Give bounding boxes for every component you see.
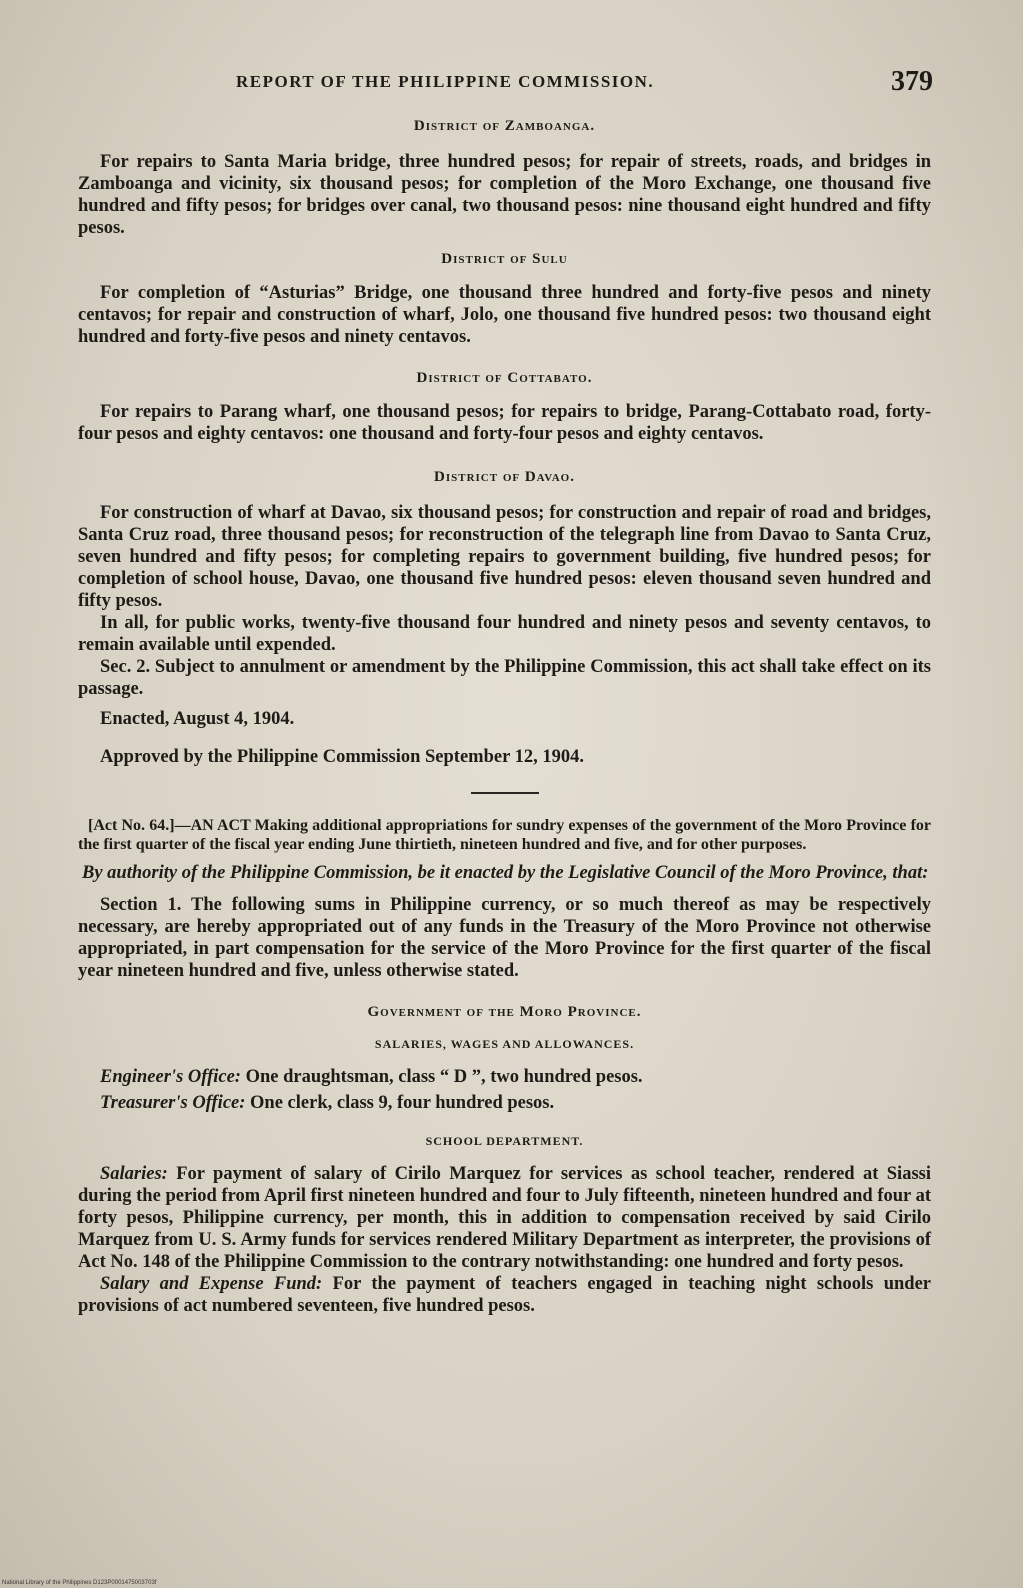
- running-head: REPORT OF THE PHILIPPINE COMMISSION.: [236, 72, 655, 91]
- page-header: [78, 66, 933, 112]
- expense-fund-label: Salary and Expense Fund:: [100, 1274, 323, 1294]
- treasurer-office-text: One clerk, class 9, four hundred pesos.: [245, 1093, 555, 1113]
- paragraph-davao: For construction of wharf at Davao, six thousand pesos; for construction and repair of road and bridges, Santa Cruz road, three thousand pesos; for reconstruction of the telegraph line from Davao to Santa Cruz, seven hundred and fifty pesos; for completing repairs to government building, five hundred pesos; for completion of school house, Davao, one thousand five hundred pesos: eleven thousand seven hundred and fifty pesos.: [78, 503, 931, 611]
- page-number: 379: [891, 66, 933, 97]
- heading-cottabato: District of Cottabato.: [416, 370, 593, 386]
- section-divider: [471, 792, 539, 794]
- expense-fund-item: [78, 1273, 931, 1317]
- paragraph-cottabato: For repairs to Parang wharf, one thousand pesos; for repairs to bridge, Parang-Cottabato road, forty-four pesos and eighty centavos: one thousand and forty-four pesos and eighty centavos.: [78, 402, 931, 444]
- treasurer-office-label: Treasurer's Office:: [100, 1093, 246, 1113]
- paragraph-sulu: For completion of “Asturias” Bridge, one thousand three hundred and forty-five pesos and ninety centavos; for repair and construction of wharf, Jolo, one thousand five hundred pesos: two thousand eight hundred and forty-five pesos and ninety centavos.: [78, 283, 931, 347]
- heading-davao: District of Davao.: [434, 469, 575, 485]
- engineer-office-text: One draughtsman, class “ D ”, two hundred pesos.: [240, 1067, 643, 1087]
- enacted-date: Enacted, August 4, 1904.: [100, 709, 295, 729]
- school-salaries-label: Salaries:: [100, 1164, 168, 1184]
- heading-school-department: SCHOOL DEPARTMENT.: [425, 1134, 584, 1148]
- section-1: Section 1. The following sums in Philippine currency, or so much thereof as may be respectively necessary, are hereby appropriated out of any funds in the Treasury of the Moro Province not otherwise appropriated, in part compensation for the service of the Moro Province for the first quarter of the fiscal year nineteen hundred and five, unless otherwise stated.: [78, 895, 931, 981]
- enacting-clause: By authority of the Philippine Commission, be it enacted by the Legislative Council of the Moro Province, that:: [82, 863, 929, 883]
- treasurer-office-item: [78, 1092, 931, 1114]
- school-salaries-item: [78, 1163, 931, 1273]
- heading-government: Government of the Moro Province.: [367, 1004, 642, 1020]
- engineer-office-label: Engineer's Office:: [100, 1067, 241, 1087]
- engineer-office-item: [78, 1066, 931, 1088]
- paragraph-sec2: Sec. 2. Subject to annulment or amendment by the Philippine Commission, this act shall take effect on its passage.: [78, 657, 931, 699]
- act-title: [Act No. 64.]—AN ACT Making additional appropriations for sundry expenses of the government of the Moro Province for the first quarter of the fiscal year ending June thirtieth, nineteen hundred and five, and for other purposes.: [78, 817, 931, 853]
- school-salaries-text: For payment of salary of Cirilo Marquez for services as school teacher, rendered at Siassi during the period from April first nineteen hundred and four to July fifteenth, nineteen hundred and four at forty pesos, Philippine currency, per month, this in addition to compensation received by said Cirilo Marquez from U. S. Army funds for services rendered Military Department as interpreter, the provisions of Act No. 148 of the Philippine Commission to the contrary notwithstanding: one hundred and forty pesos.: [78, 1164, 931, 1272]
- paragraph-zamboanga: For repairs to Santa Maria bridge, three hundred pesos; for repair of streets, roads, and bridges in Zamboanga and vicinity, six thousand pesos; for completion of the Moro Exchange, one thousand five hundred and fifty pesos; for bridges over canal, two thousand pesos: nine thousand eight hundred and fifty pesos.: [78, 152, 931, 238]
- approved-date: Approved by the Philippine Commission September 12, 1904.: [100, 747, 584, 767]
- heading-sulu: District of Sulu: [441, 251, 568, 267]
- expense-fund-text: For the payment of teachers engaged in teaching night schools under provisions of act numbered seventeen, five hundred pesos.: [78, 1274, 931, 1316]
- heading-salaries: SALARIES, WAGES AND ALLOWANCES.: [374, 1037, 635, 1051]
- heading-zamboanga: District of Zamboanga.: [413, 118, 596, 134]
- paragraph-total: In all, for public works, twenty-five thousand four hundred and ninety pesos and seventy centavos, to remain available until expended.: [78, 613, 931, 655]
- library-footer: National Library of the Philippines D123P0001475003703f: [2, 1580, 157, 1586]
